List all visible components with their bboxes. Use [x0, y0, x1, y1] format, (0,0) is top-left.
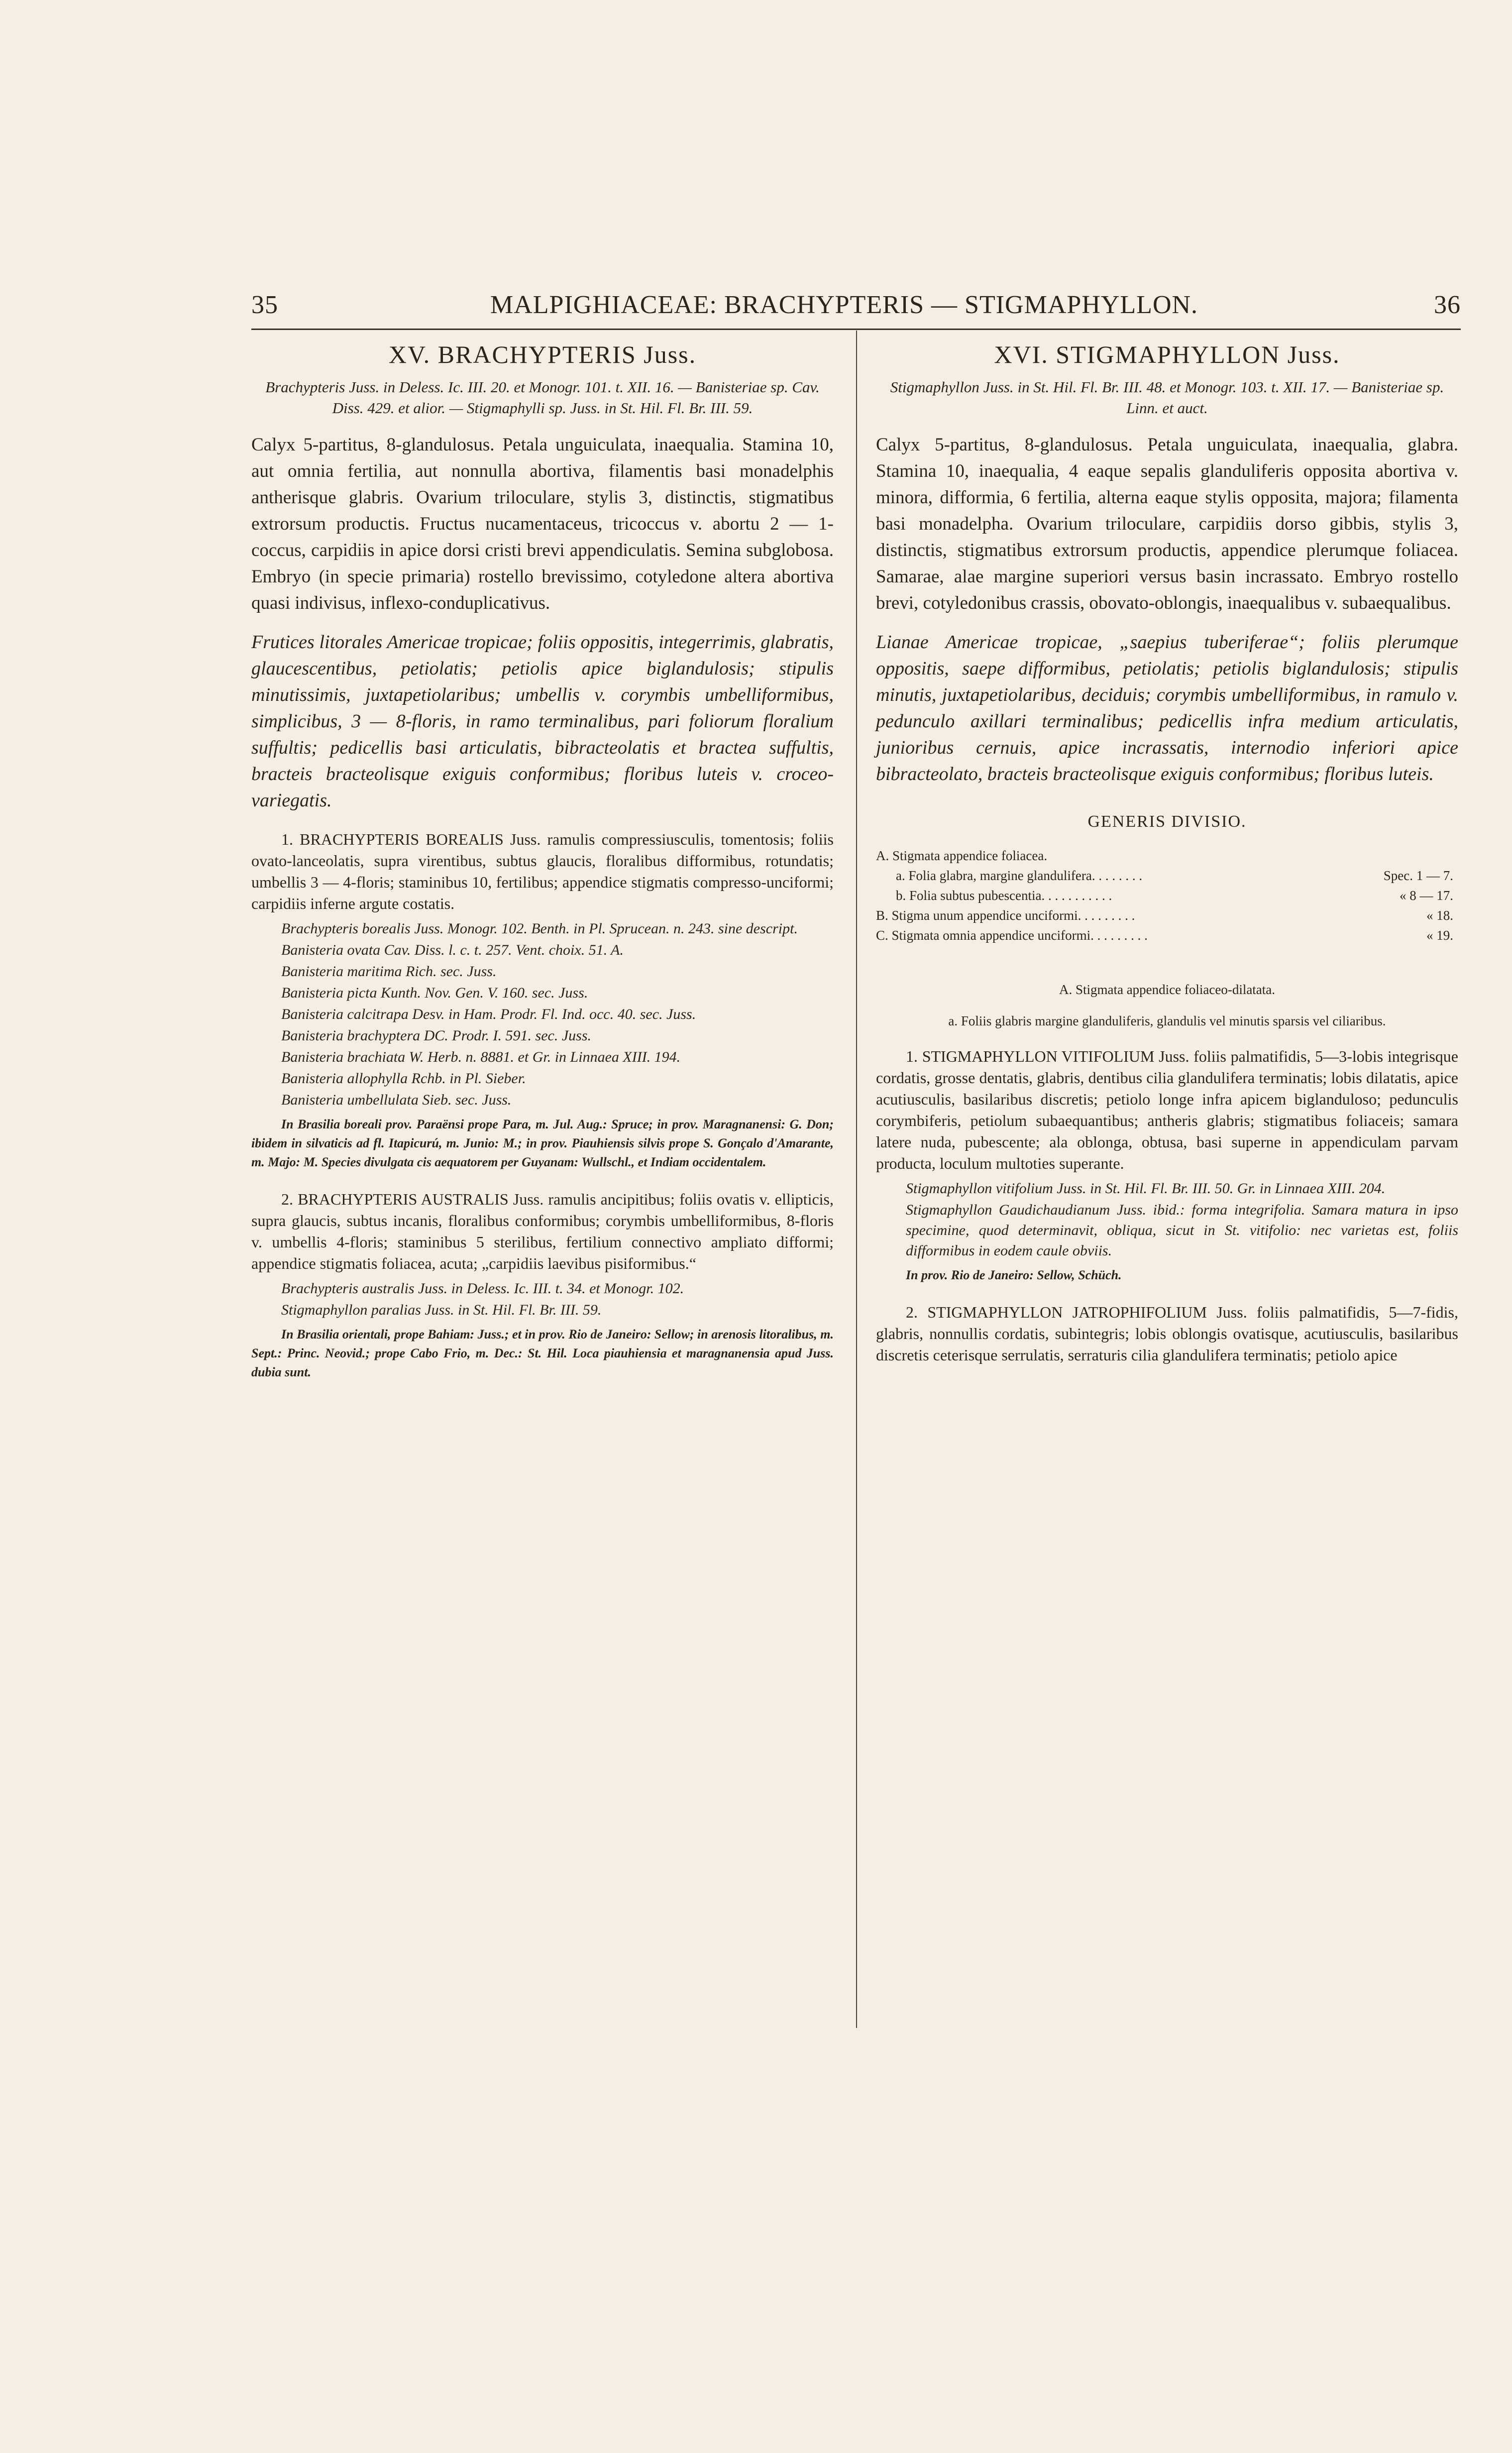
species-brachypteris-borealis: 1. BRACHYPTERIS BOREALIS Juss. ramulis compressiusculis, tomentosis; foliis ovato-lanceolatis, supra virentibus, subtus glaucis, floralibus difformibus, rotundatis; umbellis 3 — 4-floris; staminibus 10, fertilibus; appendice stigmatis compresso-unciformi; carpidiis inferne argute costatis.: [251, 830, 834, 912]
synonym-ref: Banisteria maritima Rich. sec. Juss.: [281, 963, 497, 980]
synonym-ref: Brachypteris australis Juss. in Deless. Ic. III. t. 34. et Monogr. 102.: [281, 1280, 684, 1297]
synonym-ref: Stigmaphyllon vitifolium Juss. in St. Hil. Fl. Br. III. 50. Gr. in Linnaea XIII. 204.: [906, 1180, 1386, 1197]
synonym-ref: Banisteria brachyptera DC. Prodr. I. 591. sec. Juss.: [281, 1027, 591, 1044]
genus-title-stigmaphyllon: XVI. STIGMAPHYLLON Juss.: [994, 340, 1340, 368]
species-brachypteris-australis: 2. BRACHYPTERIS AUSTRALIS Juss. ramulis ancipitibus; foliis ovatis v. ellipticis, supra glaucis, subtus incanis, floralibus conformibus; corymbis umbelliformibus, 8-floris v. umbellis 4-floris; staminibus 5 sterilibus, fertilium connectivo ampliato difformi; appendice stigmatis foliacea, acuta; „carpidiis laevibus pisiformibus.“: [251, 1190, 834, 1272]
section-subsubhead: a. Foliis glabris margine glanduliferis, glandulis vel minutis sparsis vel ciliaribus.: [948, 1013, 1386, 1028]
key-line: C. Stigmata omnia appendice unciformi. . . . . . . . . « 19.: [876, 928, 1453, 943]
section-subhead: A. Stigmata appendice foliaceo-dilatata.: [1059, 982, 1276, 997]
header-rule: [251, 329, 1461, 330]
synonym-ref: Banisteria calcitrapa Desv. in Ham. Prodr. Fl. Ind. occ. 40. sec. Juss.: [281, 1006, 696, 1022]
species-stigmaphyllon-jatrophifolium: 2. STIGMAPHYLLON JATROPHIFOLIUM Juss. foliis palmatifidis, 5—7-fidis, glabris, nonnullis cordatis, subintegris; lobis oblongis ovatisque, acutiusculis, basilaribus discretis ceterisque serrulatis, serraturis cilia glandulifera terminatis; petiolo apice: [876, 1303, 1458, 1364]
running-title: MALPIGHIACEAE: BRACHYPTERIS — STIGMAPHYLLON.: [490, 291, 1198, 319]
synonym-ref: Banisteria umbellulata Sieb. sec. Juss.: [281, 1092, 512, 1108]
generic-description: Calyx 5-partitus, 8-glandulosus. Petala unguiculata, inaequalia, glabra. Stamina 10, inaequalia, 4 eaque sepalis glanduliferis opposita abortiva v. minora, difformia, 6 fertilia, alterna eaque stylis opposita, majora; filamenta basi monadelpha. Ovarium triloculare, carpidiis dorso gibbis, stylis 3, distinctis, stigmatibus extrorsum productis, appendice plerumque foliacea. Samarae, alae margine superiori versus basin incrassato. Embryo rostello brevi, cotyledonibus crassis, obovato-oblongis, inaequalibus v. subaequalibus.: [876, 435, 1458, 613]
key-line: B. Stigma unum appendice unciformi. . . . . . . . . « 18.: [876, 908, 1453, 923]
key-line: b. Folia subtus pubescentia. . . . . . . . . . . « 8 — 17.: [896, 888, 1453, 903]
page-number-left: 35: [251, 291, 278, 319]
synonym-ref: Banisteria picta Kunth. Nov. Gen. V. 160. sec. Juss.: [281, 985, 588, 1001]
key-line: A. Stigmata appendice foliacea.: [876, 848, 1048, 863]
synonym-ref: Stigmaphyllon Gaudichaudianum Juss. ibid.: forma integrifolia. Samara matura in ipso specimine, quod determinavit, obliqua, sicut in St. vitifolio: nec varietas est, foliis difformibus in eodem caule obviis.: [906, 1202, 1458, 1259]
locality-note: In Brasilia orientali, prope Bahiam: Juss.; et in prov. Rio de Janeiro: Sellow; in arenosis litoralibus, m. Sept.: Princ. Neovid.; prope Cabo Frio, m. Dec.: St. Hil. Loca piauhiensia et maragnanensia apud Juss. dubia sunt.: [251, 1327, 834, 1379]
synonym-ref: Banisteria ovata Cav. Diss. l. c. t. 257. Vent. choix. 51. A.: [281, 942, 624, 958]
synonym-ref: Brachypteris borealis Juss. Monogr. 102. Benth. in Pl. Sprucean. n. 243. sine descript.: [281, 920, 798, 937]
running-head: [251, 286, 1461, 326]
habit-description: Frutices litorales Americae tropicae; foliis oppositis, integerrimis, glabratis, glaucescentibus, petiolatis; petiolis apice biglandulosis; stipulis minutissimis, juxtapetiolaribus; umbellis v. corymbis umbelliformibus, simplicibus, 3 — 8-floris, in ramo terminalibus, pari foliorum floralium suffultis; pedicellis basi articulatis, bibracteolatis et bractea suffultis, bracteis bracteolisque exiguis conformibus; floribus luteis v. croceo-variegatis.: [251, 632, 834, 811]
synonym-ref: Banisteria allophylla Rchb. in Pl. Sieber.: [281, 1070, 526, 1087]
generic-description: Calyx 5-partitus, 8-glandulosus. Petala unguiculata, inaequalia. Stamina 10, aut omnia fertilia, aut nonnulla abortiva, filamentis basi monadelphis antherisque glabris. Ovarium triloculare, stylis 3, distinctis, stigmatibus extrorsum productis. Fructus nucamentaceus, tricoccus v. abortu 2 — 1-coccus, carpidiis in apice dorsi cristi brevi appendiculatis. Semina subglobosa. Embryo (in specie primaria) rostello brevissimo, cotyledone altera abortiva quasi indivisus, inflexo-conduplicativus.: [251, 435, 834, 613]
page-number-right: 36: [1434, 291, 1461, 319]
right-column: [876, 338, 1458, 1370]
synonyms-stigmaphyllon: Stigmaphyllon Juss. in St. Hil. Fl. Br. III. 48. et Monogr. 103. t. XII. 17. — Banisteriae sp. Linn. et auct.: [890, 378, 1444, 417]
synonym-ref: Banisteria brachiata W. Herb. n. 8881. et Gr. in Linnaea XIII. 194.: [281, 1049, 681, 1065]
left-column: [251, 338, 834, 1399]
locality-note: In Brasilia boreali prov. Paraënsi prope Para, m. Jul. Aug.: Spruce; in prov. Maragnanensi: G. Don; ibidem in silvaticis ad fl. Itapicurú, m. Junio: M.; in prov. Piauhiensis silvis prope S. Gonçalo d'Amarante, m. Majo: M. Species divulgata cis aequatorem per Guyanam: Wullschl., et Indiam occidentalem.: [251, 1117, 834, 1169]
genus-title-brachypteris: XV. BRACHYPTERIS Juss.: [388, 340, 697, 368]
synonym-ref: Stigmaphyllon paralias Juss. in St. Hil. Fl. Br. III. 59.: [281, 1302, 602, 1318]
division-title: GENERIS DIVISIO.: [1087, 812, 1247, 831]
locality-note: In prov. Rio de Janeiro: Sellow, Schüch.: [906, 1268, 1122, 1282]
column-divider: [856, 331, 857, 2028]
habit-description: Lianae Americae tropicae, „saepius tuberiferae“; foliis plerumque oppositis, saepe difformibus, petiolatis; petiolis biglandulosis; stipulis minutis, juxtapetiolaribus, deciduis; corymbis umbelliformibus, in ramulo v. pedunculo axillari terminalibus; pedicellis infra medium articulatis, junioribus cernuis, apice incrassatis, internodio inferiori apice bibracteolato, bracteis bracteolisque exiguis conformibus; floribus luteis.: [876, 632, 1458, 784]
synonyms-brachypteris: Brachypteris Juss. in Deless. Ic. III. 20. et Monogr. 101. t. XII. 16. — Banisteriae sp. Cav. Diss. 429. et alior. — Stigmaphylli sp. Juss. in St. Hil. Fl. Br. III. 59.: [265, 378, 820, 417]
key-line: a. Folia glabra, margine glandulifera. . . . . . . . Spec. 1 — 7.: [896, 868, 1453, 883]
species-stigmaphyllon-vitifolium: 1. STIGMAPHYLLON VITIFOLIUM Juss. foliis palmatifidis, 5—3-lobis integrisque cordatis, grosse dentatis, glabris, dentibus cilia glandulifera terminatis; lobis dilatatis, apice acutiusculis, basilaribus discretis; petiolo longe infra apicem biglanduloso; pedunculis corymbiferis, petiolum subaequantibus; antheris glabris; stigmatibus foliaceis; samara latere nuda, pubescente; ala oblonga, obtusa, basi superne in appendiculam parvam producta, loculum multoties superante.: [876, 1047, 1458, 1172]
